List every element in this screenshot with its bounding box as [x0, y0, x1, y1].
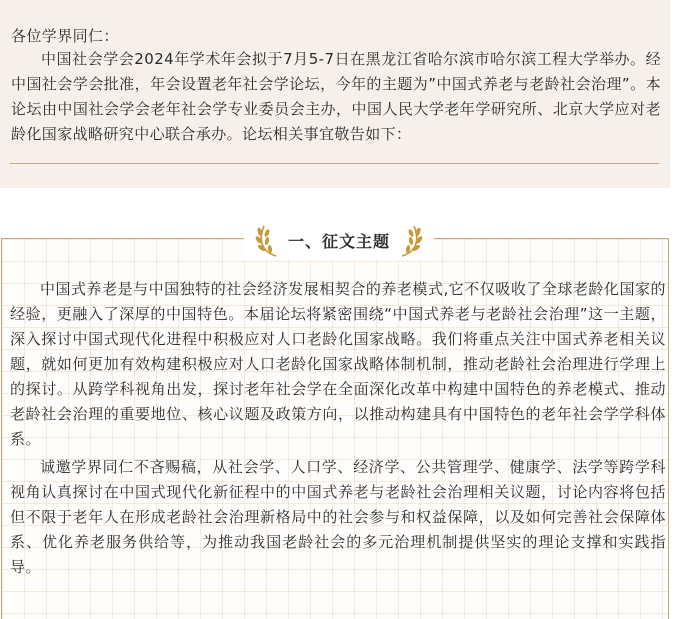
divider [10, 163, 659, 164]
section-paragraph: 中国式养老是与中国独特的社会经济发展相契合的养老模式,它不仅吸收了全球老龄化国家的经验，更融入了深厚的中国特色。本届论坛将紧密围绕“中国式养老与老龄社会治理”这一主题，深入探讨中国式现代化进程中积极应对人口老龄化国家战略。我们将重点关注中国式养老相关议题，就如何更加有效构建积极应对人口老龄化国家战略体制机制，推动老龄社会治理进行学理上的探讨。从跨学科视角出发，探讨老年社会学在全面深化改革中构建中国特色的养老模式、推动老龄社会治理的重要地位、核心议题及政策方向，以推动构建具有中国特色的老年社会学学科体系。 [10, 280, 666, 448]
laurel-left-icon [254, 222, 282, 258]
section-title: 一、征文主题 [287, 232, 390, 251]
section-header [244, 220, 434, 260]
intro-paragraph: 中国社会学会2024年学术年会拟于7月5-7日在黑龙江省哈尔滨市哈尔滨工程大学举办。经中国社会学会批准，年会设置老年社会学论坛，今年的主题为”中国式养老与老龄社会治理”。本论坛由中国社会学会老年社会学专业委员会主办，中国人民大学老年学研究所、北京大学应对老龄化国家战略研究中心联合承办。论坛相关事宜敬告如下： [11, 50, 661, 143]
section-paragraph: 诚邀学界同仁不吝赐稿，从社会学、人口学、经济学、公共管理学、健康学、法学等跨学科视角认真探讨在中国式现代化新征程中的中国式养老与老龄社会治理相关议题，讨论内容将包括但不限于老年人在形成老龄社会治理新格局中的社会参与和权益保障，以及如何完善社会保障体系、优化养老服务供给等，为推动我国老龄社会的多元治理机制提供坚实的理论支撑和实践指导。 [10, 458, 666, 576]
intro-block [0, 0, 670, 188]
laurel-right-icon [396, 222, 424, 258]
greeting: 各位学界同仁： [11, 27, 119, 45]
